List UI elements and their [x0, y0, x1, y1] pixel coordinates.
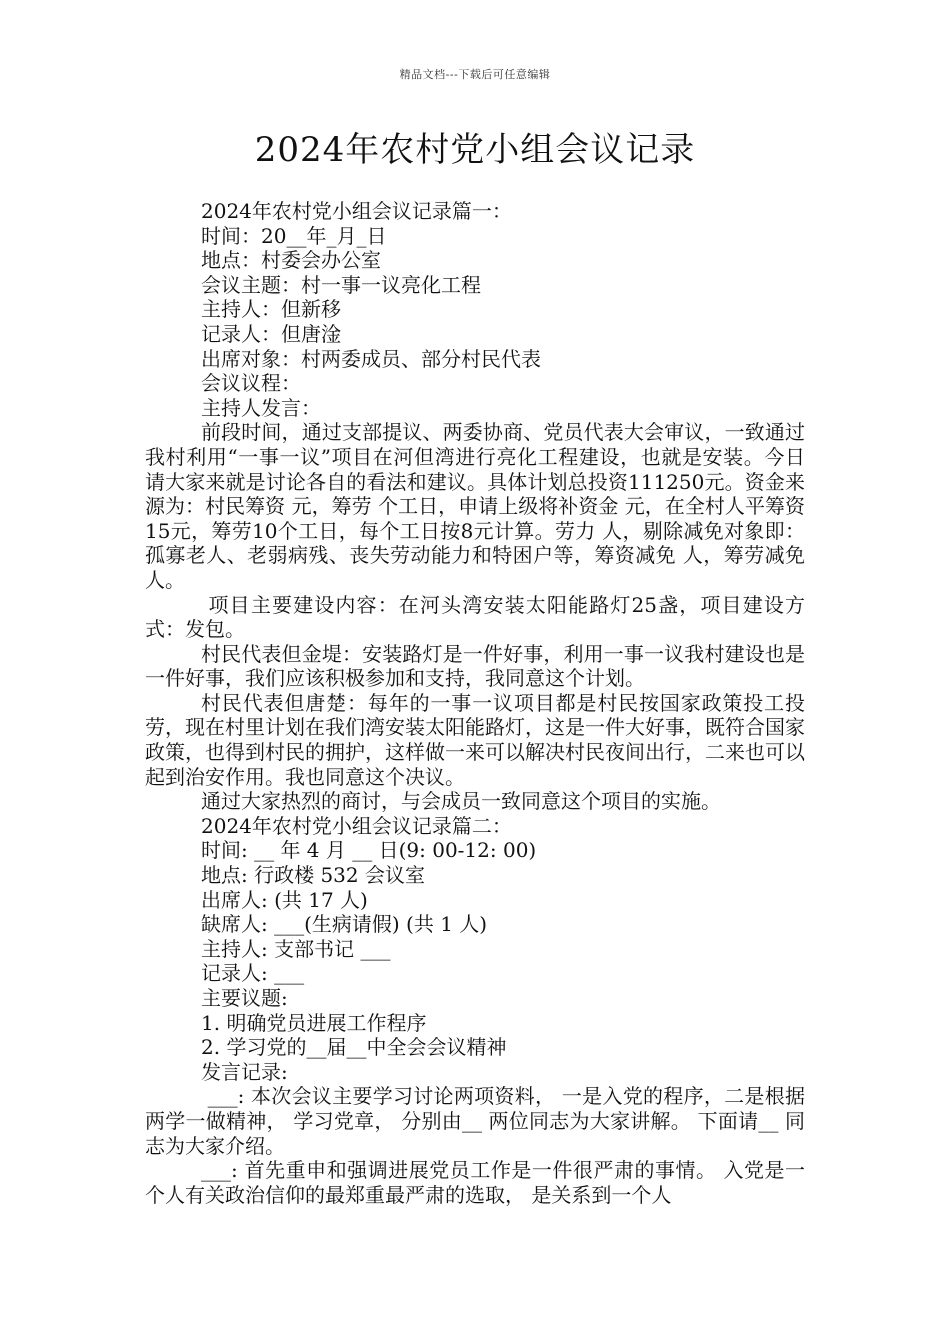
paragraph: 地点：村委会办公室 — [201, 248, 381, 273]
paragraph: 主持人发言： — [201, 395, 321, 420]
paragraph: 主要议题: — [201, 986, 288, 1010]
paragraph: 2. 学习党的__届__中全会会议精神 — [201, 1035, 507, 1060]
paragraph: ___: 首先重申和强调进展党员工作是一件很严肃的事情。 入党是一个人有关政治信仰的最郑重最严肃的选取， 是关系到一个人 — [145, 1158, 805, 1207]
paragraph: 通过大家热烈的商讨，与会成员一致同意这个项目的实施。 — [201, 789, 721, 814]
paragraph: 村民代表但唐楚：每年的一事一议项目都是村民按国家政策投工投劳，现在村里计划在我们湾安装太阳能路灯，这是一件大好事，既符合国家政策，也得到村民的拥护，这样做一来可以解决村民夜间出行，二来也可以起到治安作用。我也同意这个决议。 — [145, 690, 805, 789]
paragraph: 缺席人: ___(生病请假) (共 1 人) — [201, 912, 488, 937]
paragraph: 主持人：但新移 — [201, 297, 341, 322]
document-body — [145, 199, 812, 1207]
paragraph: 会议议程： — [201, 371, 301, 396]
header-note: 精品文档---下载后可任意编辑 — [399, 68, 551, 81]
paragraph: 出席人: (共 17 人) — [201, 887, 368, 912]
paragraph: 前段时间，通过支部提议、两委协商、党员代表大会审议，一致通过我村利用“一事一议”项目在河但湾进行亮化工程建设，也就是安装。今日请大家来就是讨论各自的看法和建议。具体计划总投资111250元。资金来源为：村民筹资 元，筹劳 个工日，申请上级将补资金 元，在全村人平筹资15元，筹劳10个工日，每个工日按8元计算。劳力 人，剔除减免对象即：孤寡老人、老弱病残、丧失劳动能力和特困户等，筹资减免 人，筹劳减免 人。 — [145, 420, 812, 592]
paragraph: ___: 本次会议主要学习讨论两项资料， 一是入党的程序，二是根据两学一做精神， 学习党章， 分别由__ 两位同志为大家讲解。 下面请__ 同志为大家介绍。 — [145, 1084, 805, 1158]
paragraph: 发言记录: — [201, 1059, 288, 1084]
paragraph: 出席对象：村两委成员、部分村民代表 — [201, 346, 541, 371]
paragraph: 记录人: ___ — [201, 961, 305, 986]
paragraph: 项目主要建设内容：在河头湾安装太阳能路灯25盏，项目建设方式：发包。 — [145, 592, 806, 642]
paragraph: 时间：20__年_月_日 — [201, 223, 387, 248]
paragraph: 村民代表但金堤：安装路灯是一件好事，利用一事一议我村建设也是一件好事，我们应该积极参加和支持，我同意这个计划。 — [145, 641, 805, 691]
paragraph: 地点: 行政楼 532 会议室 — [201, 863, 425, 888]
paragraph: 2024年农村党小组会议记录篇二： — [201, 813, 512, 838]
paragraph: 1. 明确党员进展工作程序 — [201, 1010, 427, 1035]
document-title: 2024年农村党小组会议记录 — [254, 130, 696, 170]
paragraph: 记录人：但唐淦 — [201, 321, 341, 346]
paragraph: 2024年农村党小组会议记录篇一： — [201, 199, 512, 223]
paragraph: 会议主题：村一事一议亮化工程 — [201, 272, 481, 297]
paragraph: 时间: __ 年 4 月 __ 日(9: 00-12: 00) — [201, 838, 537, 863]
paragraph: 主持人: 支部书记 ___ — [201, 936, 391, 961]
